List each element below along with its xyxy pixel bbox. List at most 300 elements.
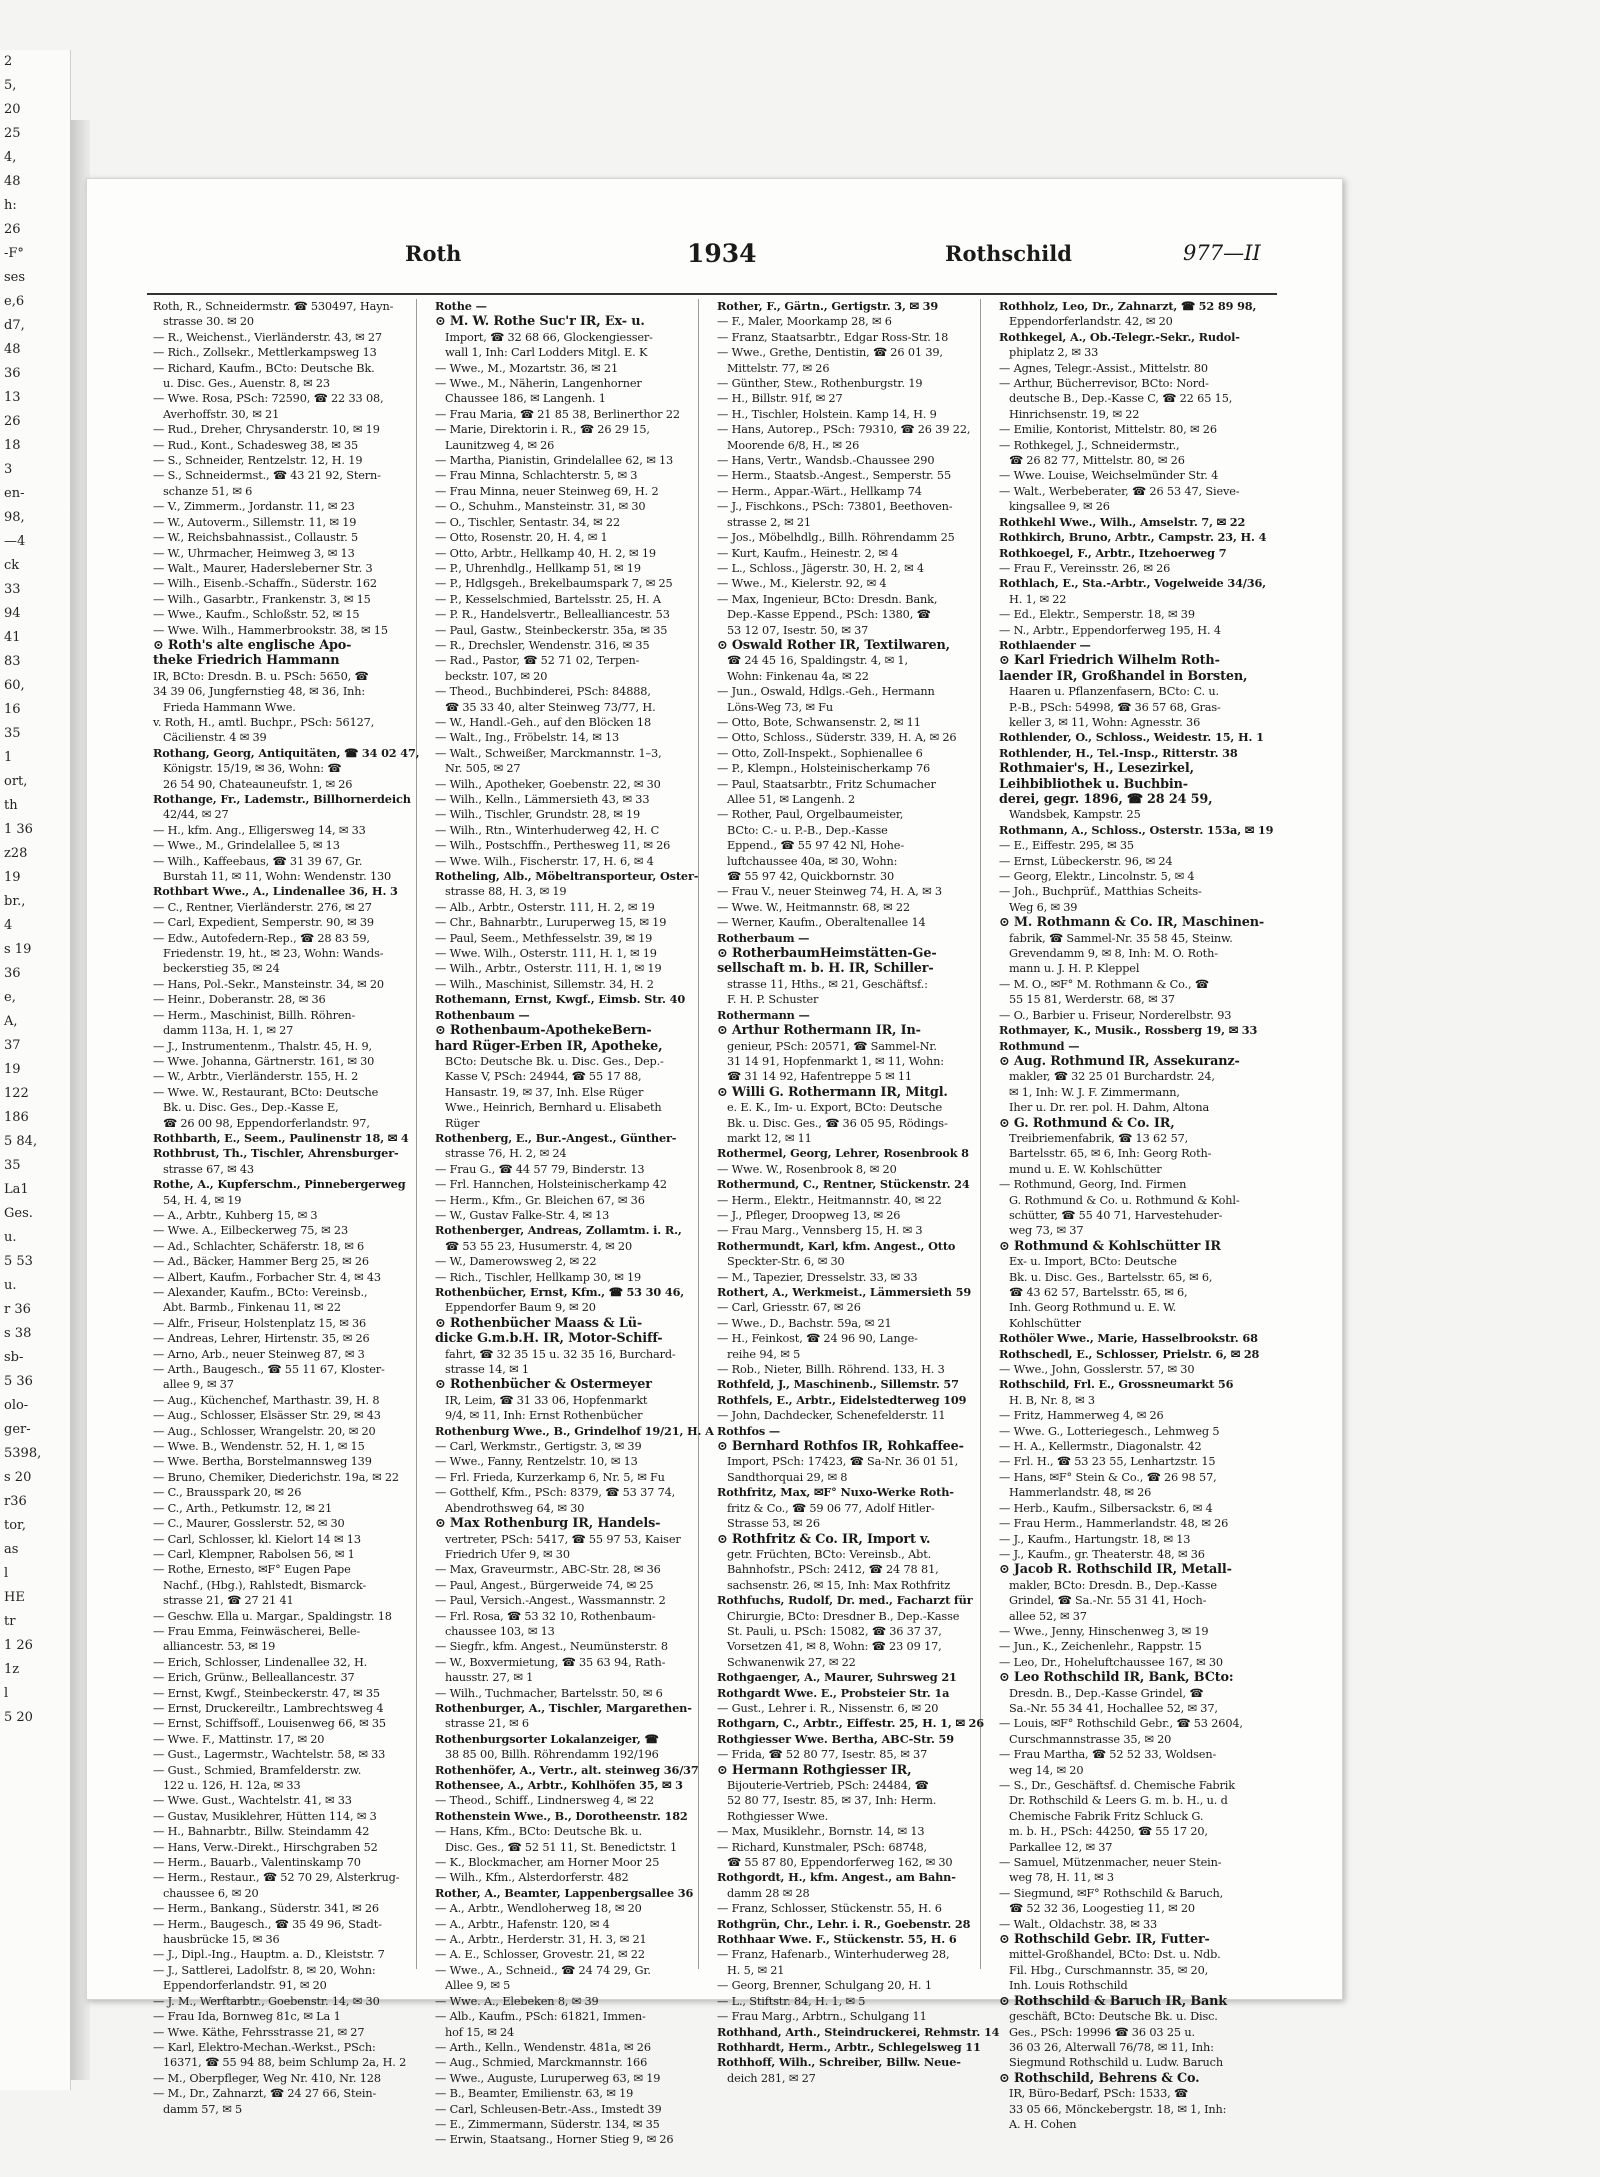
directory-entry-line: Nachf., (Hbg.), Rahlstedt, Bismarck- (163, 1578, 366, 1592)
directory-entry-line: Rothermann — (717, 1007, 810, 1022)
prev-page-fragment: 18 (4, 438, 21, 453)
directory-entry-line: — Wwe. B., Wendenstr. 52, H. 1, ✉ 15 (153, 1440, 365, 1454)
directory-entry-line: — Otto, Rosenstr. 20, H. 4, ✉ 1 (435, 531, 608, 545)
directory-entry-line: — Rothkegel, J., Schneidermstr., (999, 438, 1180, 452)
directory-entry-line: sachsenstr. 26, ✉ 15, Inh: Max Rothfritz (727, 1578, 951, 1592)
directory-entry-line: — Ernst, Schiffsoff., Louisenweg 66, ✉ 35 (153, 1717, 386, 1731)
directory-entry-line: — Wwe. W., Restaurant, BCto: Deutsche (153, 1085, 379, 1099)
firm-entry-line: ⊙ Rothenbücher Maass & Lü- (435, 1315, 643, 1331)
directory-entry-line: — Paul, Gastw., Steinbeckerstr. 35a, ✉ 35 (435, 623, 668, 637)
directory-entry-line: — Wwe., Auguste, Luruperweg 63, ✉ 19 (435, 2071, 661, 2085)
prev-page-fragment: h: (4, 198, 17, 213)
directory-entry-line: hausbrücke 15, ✉ 36 (163, 1933, 280, 1947)
firm-entry-line: Leihbibliothek u. Buchbin- (999, 776, 1188, 792)
directory-entry-line: — Emilie, Kontorist, Mittelstr. 80, ✉ 26 (999, 423, 1217, 437)
header-year: 1934 (687, 239, 757, 268)
directory-entry-line: — Herm., Bankang., Süderstr. 341, ✉ 26 (153, 1902, 379, 1916)
directory-entry-line: weg 78, H. 11, ✉ 3 (1009, 1871, 1114, 1885)
directory-entry-line: H. B, Nr. 8, ✉ 3 (1009, 1393, 1095, 1407)
prev-page-fragment: HE (4, 1590, 25, 1605)
directory-entry-line: — M. O., ✉F° M. Rothmann & Co., ☎ (999, 977, 1209, 991)
directory-entry-line: — Jun., Oswald, Hdlgs.-Geh., Hermann (717, 685, 935, 699)
prev-page-fragment: s 19 (4, 942, 32, 957)
directory-entry-line: — W., Arbtr., Vierländerstr. 155, H. 2 (153, 1070, 359, 1084)
directory-entry-line: — Hans, Vertr., Wandsb.-Chaussee 290 (717, 454, 935, 468)
directory-entry-line: Rothermel, Georg, Lehrer, Rosenbrook 8 (717, 1146, 969, 1161)
directory-entry-line: — S., Dr., Geschäftsf. d. Chemische Fabrik (999, 1779, 1235, 1792)
directory-entry-line: — Rothmund, Georg, Ind. Firmen (999, 1178, 1187, 1192)
directory-entry-line: Kasse V, PSch: 24944, ☎ 55 17 88, (445, 1070, 642, 1084)
directory-entry-line: — Walt., Werbeberater, ☎ 26 53 47, Sieve- (999, 484, 1240, 498)
directory-entry-line: Wohn: Finkenau 4a, ✉ 22 (727, 669, 869, 683)
directory-entry-line: — Otto, Arbtr., Hellkamp 40, H. 2, ✉ 19 (435, 546, 656, 560)
directory-entry-line: ☎ 31 14 92, Hafentreppe 5 ✉ 11 (727, 1070, 912, 1084)
directory-entry-line: Burstah 11, ✉ 11, Wohn: Wendenstr. 130 (163, 870, 392, 884)
firm-entry-line: ⊙ Hermann Rothgiesser IR, (717, 1762, 912, 1778)
directory-entry-line: IR, BCto: Dresdn. B. u. PSch: 5650, ☎ (153, 669, 369, 683)
directory-entry-line: — Theod., Schiff., Lindnersweg 4, ✉ 22 (435, 1794, 654, 1808)
directory-entry-line: — Max, Ingenieur, BCto: Dresdn. Bank, (717, 592, 938, 606)
prev-page-fragment: ger- (4, 1422, 31, 1437)
directory-entry-line: mittel-Großhandel, BCto: Dst. u. Ndb. (1009, 1948, 1221, 1962)
directory-entry-line: Disc. Ges., ☎ 52 51 11, St. Benedictstr. 1 (445, 1840, 678, 1854)
directory-entry-line: hausstr. 27, ✉ 1 (445, 1671, 534, 1685)
directory-entry-line: mann u. J. H. P. Kleppel (1009, 962, 1140, 976)
directory-entry-line: — Frau Marg., Vennsberg 15, H. ✉ 3 (717, 1224, 923, 1238)
directory-entry-line: Ex- u. Import, BCto: Deutsche (1009, 1255, 1177, 1269)
directory-entry-line: — Wwe., M., Kielerstr. 92, ✉ 4 (717, 577, 887, 591)
firm-entry-line: ⊙ M. W. Rothe Suc'r IR, Ex- u. (435, 314, 645, 330)
directory-entry-line: — Wilh., Kelln., Lämmersieth 43, ✉ 33 (435, 793, 650, 806)
directory-entry-line: — Frau Maria, ☎ 21 85 38, Berlinerthor 22 (435, 407, 680, 421)
directory-entry-line: ☎ 43 62 57, Bartelsstr. 65, ✉ 6, (1009, 1286, 1188, 1299)
directory-entry-line: — Wwe., Grethe, Dentistin, ☎ 26 01 39, (717, 346, 943, 360)
directory-entry-line: beckstr. 107, ✉ 20 (445, 669, 548, 683)
prev-page-fragment: th (4, 798, 18, 813)
directory-entry-line: — Herm., Kfm., Gr. Bleichen 67, ✉ 36 (435, 1193, 645, 1207)
directory-entry-line: — Hans, ✉F° Stein & Co., ☎ 26 98 57, (999, 1470, 1217, 1484)
directory-entry-line: — C., Brausspark 20, ✉ 26 (153, 1486, 302, 1500)
directory-entry-line: weg 14, ✉ 20 (1009, 1763, 1084, 1777)
prev-page-fragment: 5, (4, 78, 17, 93)
prev-page-fragment: 5 20 (4, 1710, 33, 1725)
prev-page-fragment: 1 36 (4, 822, 33, 837)
directory-entry-line: — Arno, Arb., neuer Steinweg 87, ✉ 3 (153, 1347, 365, 1361)
directory-entry-line: Grevendamm 9, ✉ 8, Inh: M. O. Roth- (1009, 947, 1218, 961)
directory-entry-line: Dresdn. B., Dep.-Kasse Grindel, ☎ (1009, 1686, 1204, 1700)
directory-entry-line: — Agnes, Telegr.-Assist., Mittelstr. 80 (999, 361, 1208, 375)
directory-entry-line: 34 39 06, Jungfernstieg 48, ✉ 36, Inh: (153, 685, 366, 699)
directory-entry-line: — Paul, Staatsarbtr., Fritz Schumacher (717, 777, 936, 791)
directory-entry-line: Rothmayer, K., Musik., Rossberg 19, ✉ 33 (999, 1023, 1258, 1038)
directory-entry-line: Parkallee 12, ✉ 37 (1009, 1840, 1113, 1854)
directory-entry-line: — Max, Graveurmstr., ABC-Str. 28, ✉ 36 (435, 1563, 661, 1577)
directory-entry-line: Rothang, Georg, Antiquitäten, ☎ 34 02 47, (153, 745, 420, 760)
directory-entry-line: Grindel, ☎ Sa.-Nr. 55 31 41, Hoch- (1009, 1594, 1207, 1608)
directory-entry-line: — Frida, ☎ 52 80 77, Isestr. 85, ✉ 37 (717, 1748, 928, 1762)
directory-entry-line: Rothkirch, Bruno, Arbtr., Campstr. 23, H. 4 (999, 530, 1267, 545)
directory-entry-line: Hammerlandstr. 48, ✉ 26 (1009, 1486, 1152, 1500)
directory-entry-line: Friedrich Ufer 9, ✉ 30 (445, 1547, 570, 1561)
directory-entry-line: Fil. Hbg., Curschmannstr. 35, ✉ 20, (1009, 1963, 1209, 1977)
directory-entry-line: 26 54 90, Chateauneufstr. 1, ✉ 26 (163, 777, 353, 791)
directory-entry-line: strasse 76, H. 2, ✉ 24 (445, 1147, 567, 1161)
directory-entry-line: damm 28 ✉ 28 (727, 1886, 810, 1900)
directory-entry-line: ☎ 26 00 98, Eppendorferlandstr. 97, (163, 1116, 370, 1130)
directory-entry-line: Königstr. 15/19, ✉ 36, Wohn: ☎ (163, 762, 342, 776)
directory-entry-line: — Wilh., Apotheker, Goebenstr. 22, ✉ 30 (435, 777, 661, 791)
prev-page-fragment: 5 36 (4, 1374, 33, 1389)
directory-entry-line: — Herm., Maschinist, Billh. Röhren- (153, 1008, 356, 1022)
directory-entry-line: Löns-Weg 73, ✉ Fu (727, 700, 833, 714)
directory-entry-line: P.-B., PSch: 54998, ☎ 36 57 68, Gras- (1009, 700, 1221, 714)
directory-entry-line: — Wwe. Gust., Wachtelstr. 41, ✉ 33 (153, 1794, 352, 1808)
directory-entry-line: — Rud., Dreher, Chrysanderstr. 10, ✉ 19 (153, 423, 380, 437)
directory-entry-line: 55 15 81, Werderstr. 68, ✉ 37 (1009, 993, 1175, 1007)
prev-page-fragment: -F° (4, 246, 24, 261)
directory-entry-line: Rothholz, Leo, Dr., Zahnarzt, ☎ 52 89 98, (999, 299, 1257, 313)
directory-entry-line: — Arth., Baugesch., ☎ 55 11 67, Kloster- (153, 1363, 385, 1377)
directory-entry-line: — Geschw. Ella u. Margar., Spaldingstr. 18 (153, 1609, 392, 1623)
directory-entry-line: allee 9, ✉ 37 (163, 1378, 234, 1392)
directory-entry-line: — Andreas, Lehrer, Hirtenstr. 35, ✉ 26 (153, 1332, 370, 1346)
prev-page-fragment: 26 (4, 414, 21, 429)
directory-entry-line: — Wilh., Postschffn., Perthesweg 11, ✉ 26 (435, 839, 671, 853)
directory-entry-line: — P., Uhrenhdlg., Hellkamp 51, ✉ 19 (435, 561, 641, 575)
directory-entry-line: H. 1, ✉ 22 (1009, 592, 1067, 606)
prev-page-fragment: A, (4, 1014, 18, 1029)
directory-entry-line: — Ernst, Kwgf., Steinbeckerstr. 47, ✉ 35 (153, 1686, 380, 1700)
directory-entry-line: Vorsetzen 41, ✉ 8, Wohn: ☎ 23 09 17, (727, 1640, 942, 1654)
directory-entry-line: mund u. E. W. Kohlschütter (1009, 1162, 1162, 1176)
directory-entry-line: schütter, ☎ 55 40 71, Harvestehuder- (1009, 1208, 1223, 1222)
directory-entry-line: — Herm., Baugesch., ☎ 35 49 96, Stadt- (153, 1917, 382, 1931)
entry-columns (151, 299, 1274, 2147)
directory-entry-line: Allee 9, ✉ 5 (445, 1979, 511, 1993)
prev-page-fragment: 1 26 (4, 1638, 33, 1653)
directory-entry-line: — P., Kesselschmied, Bartelsstr. 25, H. A (435, 592, 661, 606)
directory-entry-line: — Ernst, Druckereiltr., Lambrechtsweg 4 (153, 1701, 384, 1715)
directory-entry-line: — Wwe. Louise, Weichselmünder Str. 4 (999, 469, 1219, 483)
directory-entry-line: ☎ 24 45 16, Spaldingstr. 4, ✉ 1, (727, 654, 908, 668)
previous-page-edge (0, 50, 71, 2090)
directory-entry-line: — Alexander, Kaufm., BCto: Vereinsb., (153, 1286, 368, 1299)
directory-entry-line: — Frau Emma, Feinwäscherei, Belle- (153, 1624, 361, 1638)
directory-entry-line: Rothmann, A., Schloss., Osterstr. 153a, ✉ 19 (999, 822, 1274, 837)
directory-entry-line: — Walt., Oldachstr. 38, ✉ 33 (999, 1917, 1158, 1931)
directory-entry-line: deutsche B., Dep.-Kasse C, ☎ 22 65 15, (1009, 392, 1233, 406)
directory-entry-line: — Aug., Küchenchef, Marthastr. 39, H. 8 (153, 1393, 380, 1407)
directory-entry-line: reihe 94, ✉ 5 (727, 1347, 801, 1361)
directory-entry-line: alliancestr. 53, ✉ 19 (163, 1640, 276, 1654)
directory-entry-line: — Edw., Autofedern-Rep., ☎ 28 83 59, (153, 931, 370, 945)
directory-entry-line: — Carl, Klempner, Rabolsen 56, ✉ 1 (153, 1547, 355, 1561)
prev-page-fragment: 5398, (4, 1446, 42, 1461)
header-rule (147, 293, 1277, 295)
directory-entry-line: — K., Blockmacher, am Horner Moor 25 (435, 1856, 660, 1870)
directory-entry-line: F. H. P. Schuster (727, 993, 819, 1007)
prev-page-fragment: u. (4, 1230, 17, 1245)
directory-entry-line: — L., Stiftstr. 84, H. 1, ✉ 5 (717, 1994, 866, 2008)
prev-page-fragment: e,6 (4, 294, 25, 309)
directory-entry-line: Rothemann, Ernst, Kwgf., Eimsb. Str. 40 (435, 992, 686, 1007)
directory-entry-line: Hinrichsenstr. 19, ✉ 22 (1009, 407, 1140, 421)
directory-entry-line: — Heinr., Doberanstr. 28, ✉ 36 (153, 993, 326, 1007)
prev-page-fragment: ses (4, 270, 26, 285)
prev-page-fragment: r36 (4, 1494, 27, 1509)
directory-entry-line: — Frau V., neuer Steinweg 74, H. A, ✉ 3 (717, 885, 942, 899)
prev-page-fragment: 36 (4, 966, 21, 981)
directory-entry-line: — Chr., Bahnarbtr., Luruperweg 15, ✉ 19 (435, 916, 667, 930)
firm-entry-line: ⊙ Max Rothenburg IR, Handels- (435, 1516, 661, 1532)
directory-entry-line: Rothensee, A., Arbtr., Kohlhöfen 35, ✉ 3 (435, 1778, 683, 1792)
directory-entry-line: — W., Boxvermietung, ☎ 35 63 94, Rath- (435, 1655, 666, 1669)
directory-entry-line: Rothgaenger, A., Maurer, Suhrsweg 21 (717, 1670, 957, 1685)
directory-entry-line: Inh. Georg Rothmund u. E. W. (1009, 1301, 1177, 1315)
directory-entry-line: — Ernst, Lübeckerstr. 96, ✉ 24 (999, 854, 1173, 868)
directory-entry-line: Iher u. Dr. rer. pol. H. Dahm, Altona (1009, 1101, 1210, 1115)
directory-entry-line: — Wwe. Wilh., Osterstr. 111, H. 1, ✉ 19 (435, 947, 657, 961)
directory-entry-line: m. b. H., PSch: 44250, ☎ 55 17 20, (1009, 1825, 1208, 1839)
directory-entry-line: Rothlaender — (999, 637, 1091, 652)
page-number: 977—II (1183, 241, 1261, 265)
directory-entry-line: ☎ 52 32 36, Loogestieg 11, ✉ 20 (1009, 1902, 1195, 1916)
directory-entry-line: — Walt., Schweißer, Marckmannstr. 1–3, (435, 746, 662, 760)
directory-entry-line: — R., Drechsler, Wendenstr. 316, ✉ 35 (435, 638, 650, 652)
prev-page-fragment: 19 (4, 1062, 21, 1077)
directory-entry-line: — Wwe., Kaufm., Schloßstr. 52, ✉ 15 (153, 608, 360, 622)
directory-entry-line: beckerstieg 35, ✉ 24 (163, 962, 280, 976)
directory-entry-line: damm 57, ✉ 5 (163, 2102, 242, 2116)
directory-entry-line: Rothenstein Wwe., B., Dorotheenstr. 182 (435, 1808, 688, 1823)
prev-page-fragment: ort, (4, 774, 28, 789)
directory-entry-line: Launitzweg 4, ✉ 26 (445, 438, 555, 452)
prev-page-fragment: d7, (4, 318, 25, 333)
directory-entry-line: — Wwe., M., Näherin, Langenhorner (435, 377, 642, 391)
directory-entry-line: Haaren u. Pflanzenfasern, BCto: C. u. (1009, 685, 1219, 699)
column-1 (151, 299, 420, 2116)
directory-entry-line: — Herm., Appar.-Wärt., Hellkamp 74 (717, 484, 922, 498)
directory-entry-line: strasse 11, Hths., ✉ 21, Geschäftsf.: (727, 977, 928, 991)
directory-entry-line: ☎ 26 82 77, Mittelstr. 80, ✉ 26 (1009, 454, 1185, 468)
directory-entry-line: 38 85 00, Billh. Röhrendamm 192/196 (445, 1748, 659, 1762)
directory-entry-line: — M., Dr., Zahnarzt, ☎ 24 27 66, Stein- (153, 2087, 377, 2101)
prev-page-fragment: ck (4, 558, 20, 573)
directory-entry-line: fahrt, ☎ 32 35 15 u. 32 35 16, Burchard- (445, 1347, 676, 1361)
directory-entry-line: strasse 21, ☎ 27 21 41 (163, 1594, 294, 1608)
prev-page-fragment: 122 (4, 1086, 29, 1101)
directory-entry-line: — Wilh., Eisenb.-Schaffn., Süderstr. 162 (153, 577, 377, 591)
directory-entry-line: — Rud., Kont., Schadesweg 38, ✉ 35 (153, 438, 359, 452)
directory-entry-line: e. E. K., Im- u. Export, BCto: Deutsche (727, 1101, 943, 1115)
prev-page-fragment: 5 84, (4, 1134, 38, 1149)
directory-entry-line: — Wwe., Jenny, Hinschenweg 3, ✉ 19 (999, 1624, 1209, 1638)
prev-page-fragment: 5 53 (4, 1254, 33, 1269)
directory-entry-line: — H., Bahnarbtr., Billw. Steindamm 42 (153, 1825, 370, 1839)
directory-entry-line: — Arth., Kelln., Wendenstr. 481a, ✉ 26 (435, 2040, 651, 2054)
prev-page-fragment: 20 (4, 102, 21, 117)
directory-entry-line: — Wwe., John, Gosslerstr. 57, ✉ 30 (999, 1363, 1195, 1377)
directory-entry-line: Rothenburger, A., Tischler, Margarethen- (435, 1700, 692, 1715)
directory-entry-line: — Fritz, Hammerweg 4, ✉ 26 (999, 1409, 1164, 1423)
directory-entry-line: Dr. Rothschild & Leers G. m. b. H., u. d (1009, 1794, 1228, 1808)
directory-entry-line: Sa.-Nr. 55 34 41, Hochallee 52, ✉ 37, (1009, 1701, 1218, 1715)
directory-entry-line: — Gust., Schmied, Bramfelderstr. zw. (153, 1763, 362, 1777)
directory-entry-line: — N., Arbtr., Eppendorferweg 195, H. 4 (999, 623, 1221, 637)
directory-entry-line: — Alfr., Friseur, Holstenplatz 15, ✉ 36 (153, 1316, 367, 1330)
directory-entry-line: Rothfeld, J., Maschinenb., Sillemstr. 57 (717, 1377, 959, 1392)
directory-entry-line: Kohlschütter (1009, 1316, 1081, 1330)
directory-entry-line: — Wwe. Johanna, Gärtnerstr. 161, ✉ 30 (153, 1054, 375, 1068)
directory-entry-line: — Louis, ✉F° Rothschild Gebr., ☎ 53 2604, (999, 1717, 1243, 1731)
directory-entry-line: — Walt., Ing., Fröbelstr. 14, ✉ 13 (435, 731, 620, 745)
directory-entry-line: Rotherbaum — (717, 930, 810, 945)
prev-page-fragment: 83 (4, 654, 21, 669)
directory-entry-line: — P., Klempn., Holsteinischerkamp 76 (717, 762, 931, 776)
directory-entry-line: getr. Früchten, BCto: Vereinsb., Abt. (727, 1547, 932, 1561)
directory-entry-line: Hansastr. 19, ✉ 37, Inh. Else Rüger (445, 1085, 644, 1099)
directory-entry-line: — H., Tischler, Holstein. Kamp 14, H. 9 (717, 407, 937, 421)
directory-entry-line: Siegmund Rothschild u. Ludw. Baruch (1009, 2056, 1223, 2070)
directory-entry-line: Rothenburgsorter Lokalanzeiger, ☎ (435, 1731, 659, 1746)
directory-entry-line: — O., Tischler, Sentastr. 34, ✉ 22 (435, 515, 620, 529)
directory-entry-line: 9/4, ✉ 11, Inh: Ernst Rothenbücher (445, 1409, 643, 1423)
header-left-keyword: Roth (405, 241, 462, 266)
prev-page-fragment: tor, (4, 1518, 26, 1533)
directory-entry-line: — W., Handl.-Geh., auf den Blöcken 18 (435, 715, 652, 729)
column-2 (433, 299, 714, 2147)
firm-entry-line: ⊙ Arthur Rothermann IR, In- (717, 1023, 921, 1039)
directory-entry-line: Rothgiesser Wwe. Bertha, ABC-Str. 59 (717, 1731, 954, 1746)
directory-entry-line: — Siegfr., kfm. Angest., Neumünsterstr. 8 (435, 1640, 668, 1654)
directory-entry-line: Rothgiesser Wwe. (727, 1809, 829, 1823)
directory-entry-line: 31 14 91, Hopfenmarkt 1, ✉ 11, Wohn: (727, 1054, 944, 1068)
directory-entry-line: — H. A., Kellermstr., Diagonalstr. 42 (999, 1440, 1202, 1454)
directory-entry-line: — A., Arbtr., Herderstr. 31, H. 3, ✉ 21 (435, 1933, 647, 1947)
directory-entry-line: — E., Zimmermann, Süderstr. 134, ✉ 35 (435, 2117, 660, 2131)
directory-entry-line: — Frau G., ☎ 44 57 79, Binderstr. 13 (435, 1162, 645, 1176)
directory-entry-line: — Werner, Kaufm., Oberaltenallee 14 (717, 916, 926, 930)
prev-page-fragment: 41 (4, 630, 21, 645)
directory-entry-line: — Wwe., Fanny, Rentzelstr. 10, ✉ 13 (435, 1455, 638, 1469)
directory-entry-line: 122 u. 126, H. 12a, ✉ 33 (163, 1779, 301, 1792)
prev-page-fragment: 13 (4, 390, 21, 405)
directory-entry-line: — Aug., Schlosser, Elsässer Str. 29, ✉ 43 (153, 1409, 381, 1423)
directory-entry-line: — Frau Minna, neuer Steinweg 69, H. 2 (435, 484, 659, 498)
prev-page-fragment: en- (4, 486, 25, 501)
directory-entry-line: Rothfuchs, Rudolf, Dr. med., Facharzt für (717, 1593, 973, 1608)
directory-entry-line: Rothange, Fr., Lademstr., Billhornerdeich (153, 792, 411, 806)
directory-entry-line: ☎ 55 87 80, Eppendorferweg 162, ✉ 30 (727, 1856, 953, 1870)
prev-page-fragment: r 36 (4, 1302, 31, 1317)
directory-entry-line: — V., Zimmerm., Jordanstr. 11, ✉ 23 (153, 500, 355, 514)
directory-entry-line: — Rad., Pastor, ☎ 52 71 02, Terpen- (435, 654, 640, 668)
prev-page-fragment: 35 (4, 726, 21, 741)
directory-entry-line: Bk. u. Disc. Ges., Dep.-Kasse E, (163, 1101, 339, 1115)
directory-entry-line: — W., Damerowsweg 2, ✉ 22 (435, 1255, 597, 1269)
directory-entry-line: Rotheling, Alb., Möbeltransporteur, Oster- (435, 869, 699, 884)
directory-entry-line: — R., Weichenst., Vierländerstr. 43, ✉ 27 (153, 330, 382, 344)
directory-entry-line: Rothlender, O., Schloss., Weidestr. 15, H. 1 (999, 730, 1264, 745)
header-right-keyword: Rothschild (945, 241, 1072, 266)
prev-page-fragment: 4, (4, 150, 17, 165)
directory-entry-line: Rothlach, E., Sta.-Arbtr., Vogelweide 34/36, (999, 576, 1266, 591)
directory-entry-line: Roth, R., Schneidermstr. ☎ 530497, Hayn- (153, 300, 394, 313)
firm-entry-line: hard Rüger-Erben IR, Apotheke, (435, 1038, 663, 1054)
directory-entry-line: — J., Pfleger, Droopweg 13, ✉ 26 (717, 1208, 901, 1222)
directory-entry-line: — Siegmund, ✉F° Rothschild & Baruch, (999, 1886, 1224, 1900)
directory-entry-line: — Jos., Möbelhdlg., Billh. Röhrendamm 25 (717, 531, 955, 545)
directory-entry-line: Chaussee 186, ✉ Langenh. 1 (445, 392, 606, 406)
directory-entry-line: — Rother, Paul, Orgelbaumeister, (717, 808, 904, 822)
directory-entry-line: Nr. 505, ✉ 27 (445, 762, 521, 776)
directory-entry-line: Weg 6, ✉ 39 (1009, 900, 1078, 914)
directory-entry-line: Mittelstr. 77, ✉ 26 (727, 361, 830, 375)
directory-entry-line: — Marie, Direktorin i. R., ☎ 26 29 15, (435, 423, 650, 437)
directory-entry-line: Speckter-Str. 6, ✉ 30 (727, 1255, 845, 1269)
directory-entry-line: Frieda Hammann Wwe. (163, 700, 296, 714)
directory-entry-line: — Herm., Elektr., Heitmannstr. 40, ✉ 22 (717, 1193, 942, 1207)
directory-entry-line: — Wilh., Arbtr., Osterstr. 111, H. 1, ✉ 19 (435, 962, 662, 976)
directory-entry-line: Bartelsstr. 65, ✉ 6, Inh: Georg Roth- (1009, 1147, 1212, 1161)
page-header (87, 241, 1342, 281)
directory-entry-line: — H., Feinkost, ☎ 24 96 90, Lange- (717, 1332, 918, 1346)
prev-page-fragment: 33 (4, 582, 21, 597)
directory-entry-line: Rothschedl, E., Schlosser, Prielstr. 6, ✉ 28 (999, 1346, 1260, 1361)
directory-entry-line: — Jun., K., Zeichenlehr., Rappstr. 15 (999, 1640, 1202, 1654)
directory-entry-line: Inh. Louis Rothschild (1009, 1979, 1128, 1993)
directory-entry-line: Rothermundt, Karl, kfm. Angest., Otto (717, 1238, 956, 1253)
prev-page-fragment: 1z (4, 1662, 20, 1677)
directory-entry-line: — A. E., Schlosser, Grovestr. 21, ✉ 22 (435, 1948, 645, 1962)
directory-entry-line: Rothgarn, C., Arbtr., Eiffestr. 25, H. 1, ✉ 26 (717, 1716, 984, 1731)
directory-entry-line: Rother, A., Beamter, Lappenbergsallee 36 (435, 1885, 694, 1900)
directory-entry-line: — P. R., Handelsvertr., Bellealliancestr. 53 (435, 608, 670, 622)
directory-entry-line: — Herb., Kaufm., Silbersackstr. 6, ✉ 4 (999, 1501, 1213, 1515)
directory-entry-line: — A., Arbtr., Wendloherweg 18, ✉ 20 (435, 1902, 642, 1916)
prev-page-fragment: 26 (4, 222, 21, 237)
firm-entry-line: ⊙ Karl Friedrich Wilhelm Roth- (999, 653, 1220, 669)
directory-entry-line: Bk. u. Disc. Ges., ☎ 36 05 95, Rödings- (727, 1116, 948, 1130)
directory-entry-line: — J., Dipl.-Ing., Hauptm. a. D., Kleiststr. 7 (153, 1948, 385, 1962)
prev-page-fragment: olo- (4, 1398, 29, 1413)
directory-entry-line: — Richard, Kunstmaler, PSch: 68748, (717, 1840, 927, 1854)
directory-entry-line: — Wwe. W., Rosenbrook 8, ✉ 20 (717, 1162, 897, 1176)
prev-page-fragment: l (4, 1686, 9, 1701)
firm-entry-line: ⊙ Rothfritz & Co. IR, Import v. (717, 1531, 931, 1547)
directory-entry-line: strasse 67, ✉ 43 (163, 1162, 254, 1176)
firm-entry-line: ⊙ Leo Rothschild IR, Bank, BCto: (999, 1670, 1234, 1686)
firm-entry-line: ⊙ Rothschild & Baruch IR, Bank (999, 1993, 1228, 2009)
firm-entry-line: ⊙ M. Rothmann & Co. IR, Maschinen- (999, 915, 1265, 931)
prev-page-fragment: e, (4, 990, 16, 1005)
directory-entry-line: — Hans, Verw.-Direkt., Hirschgraben 52 (153, 1840, 378, 1854)
directory-entry-line: 52 80 77, Isestr. 85, ✉ 37, Inh: Herm. (727, 1794, 937, 1808)
directory-entry-line: — Wilh., Tuchmacher, Bartelsstr. 50, ✉ 6 (435, 1686, 663, 1700)
directory-entry-line: — Erich, Grünw., Belleallancestr. 37 (153, 1671, 355, 1685)
directory-entry-line: v. Roth, H., amtl. Buchpr., PSch: 56127, (153, 715, 375, 729)
directory-entry-line: — C., Arth., Petkumstr. 12, ✉ 21 (153, 1501, 333, 1515)
directory-entry-line: — Erwin, Staatsang., Horner Stieg 9, ✉ 26 (435, 2133, 674, 2147)
directory-entry-line: — Gustav, Musiklehrer, Hütten 114, ✉ 3 (153, 1809, 377, 1823)
directory-entry-line: phiplatz 2, ✉ 33 (1009, 346, 1099, 360)
directory-entry-line: — Wwe. Rosa, PSch: 72590, ☎ 22 33 08, (153, 392, 384, 406)
directory-entry-line: ☎ 55 97 42, Quickbornstr. 30 (727, 870, 895, 884)
directory-entry-line: allee 52, ✉ 37 (1009, 1609, 1087, 1623)
directory-entry-line: — Franz, Staatsarbtr., Edgar Ross-Str. 18 (717, 330, 949, 344)
firm-entry-line: ⊙ Rothenbaum-ApothekeBern- (435, 1023, 652, 1039)
prev-page-fragment: s 38 (4, 1326, 32, 1341)
